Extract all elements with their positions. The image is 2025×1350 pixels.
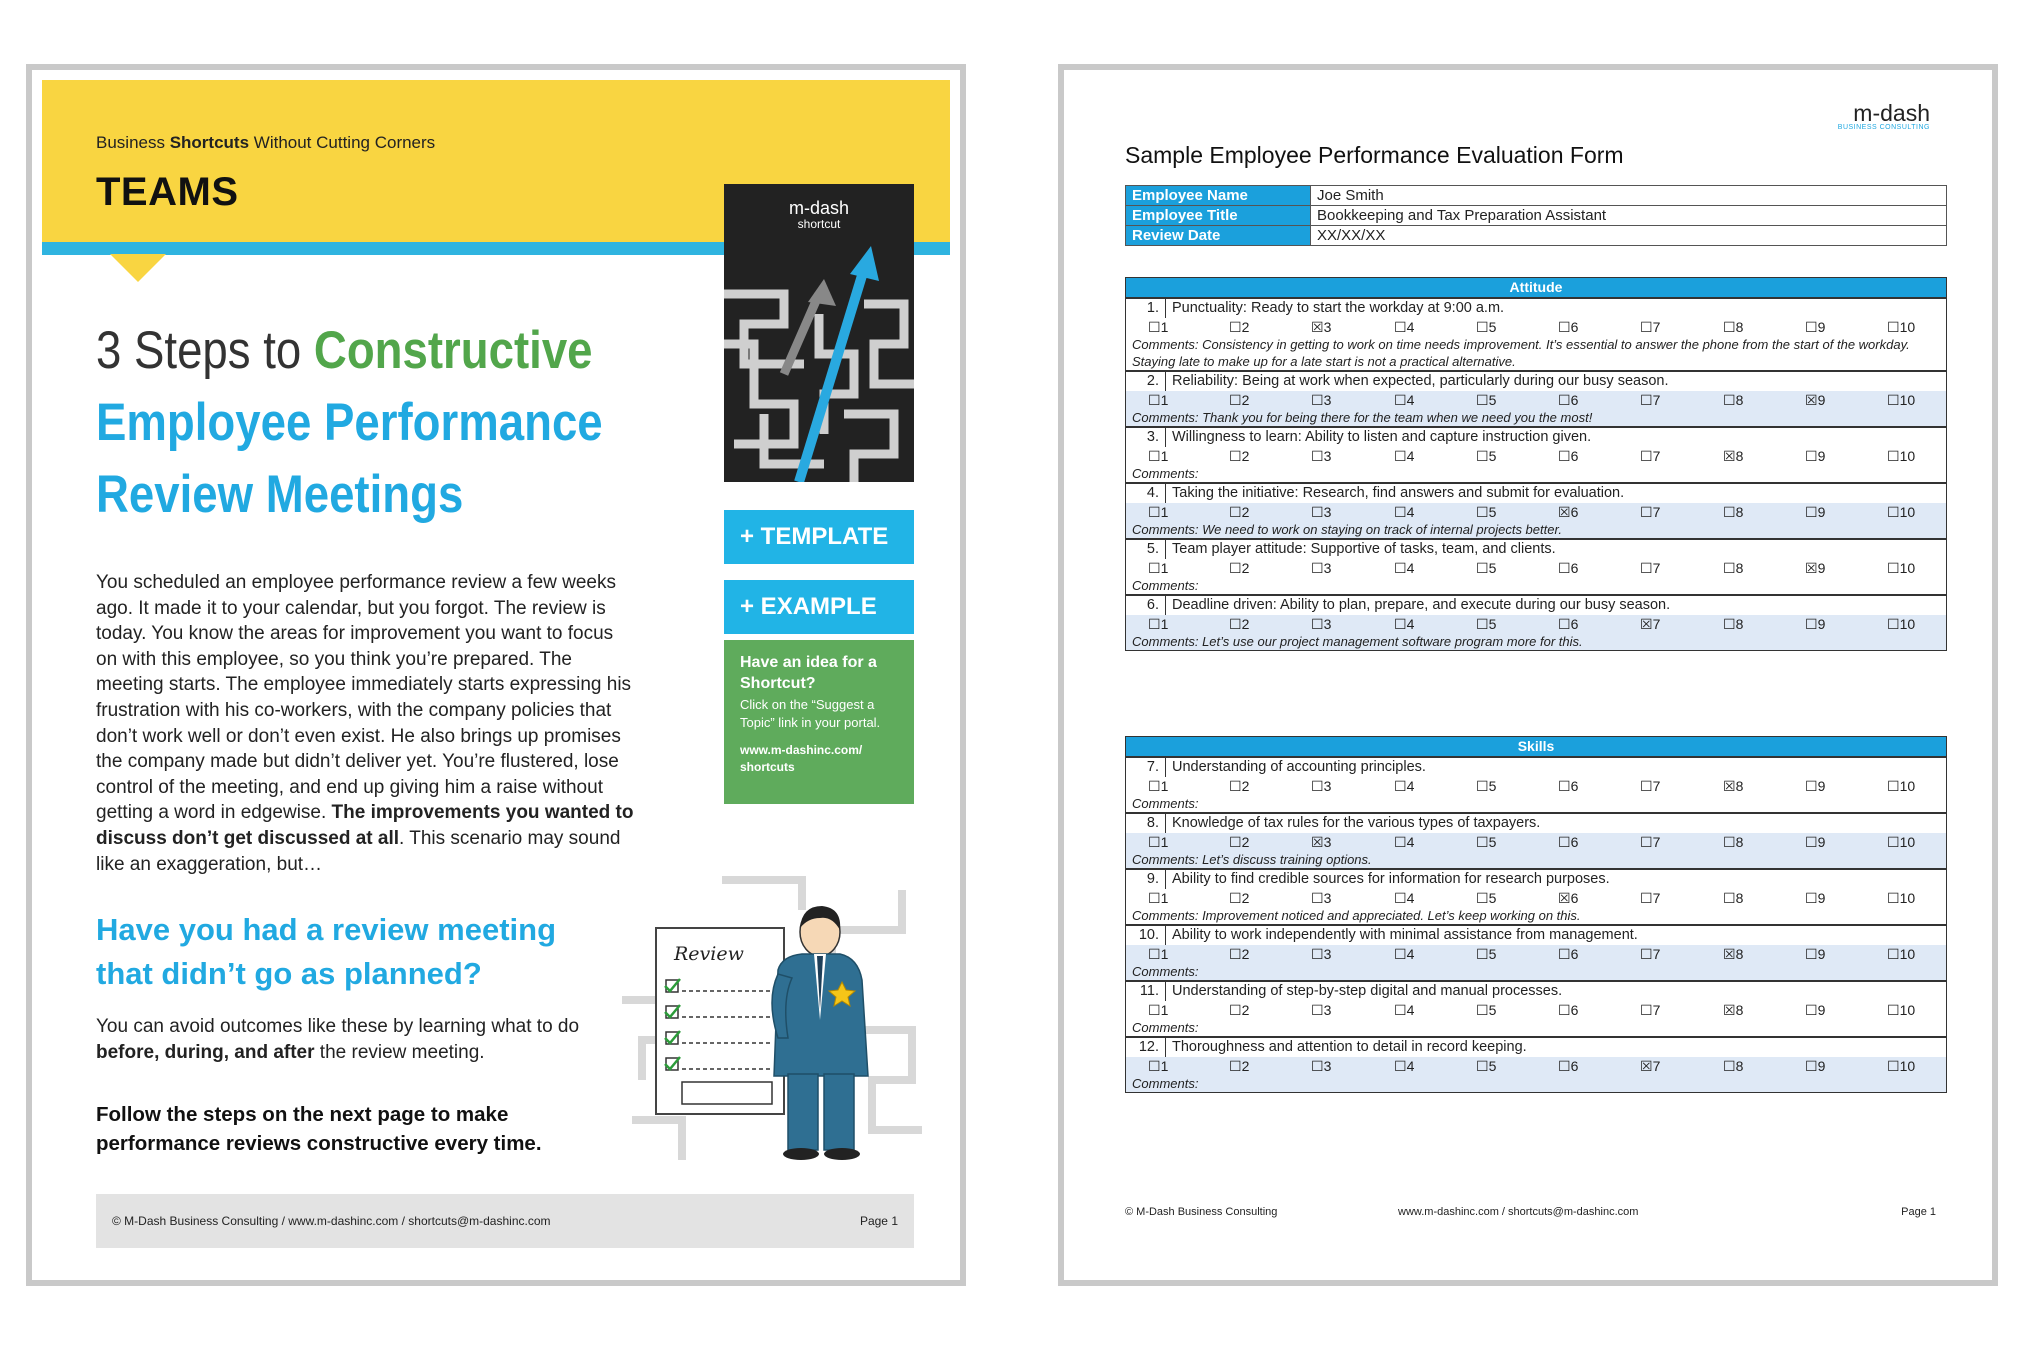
score-checkbox[interactable]: ☐4 bbox=[1394, 319, 1415, 335]
score-checkbox[interactable]: ☐6 bbox=[1558, 560, 1579, 576]
score-checkbox[interactable]: ☐3 bbox=[1311, 778, 1332, 794]
employee-info-table: Employee Name Joe Smith Employee Title Bookkeeping and Tax Preparation Assistant Review Date XX/XX/XX bbox=[1125, 185, 1947, 246]
example-button[interactable]: + EXAMPLE bbox=[724, 580, 914, 634]
score-checkbox[interactable]: ☐1 bbox=[1148, 319, 1169, 335]
maze-image bbox=[724, 184, 914, 482]
comment: Comments: Consistency in getting to work on time needs improvement. It’s essential to answer the phone from the start of the workday. Staying late to make up for a late start is not a practical alternative. bbox=[1126, 336, 1946, 370]
score-row bbox=[1126, 833, 1946, 851]
score-checkbox[interactable]: ☐6 bbox=[1558, 778, 1579, 794]
score-checkbox[interactable]: ☐4 bbox=[1394, 1058, 1415, 1074]
score-checkbox[interactable]: ☐8 bbox=[1723, 890, 1744, 906]
criterion bbox=[1126, 814, 1946, 833]
score-checkbox[interactable]: ☐7 bbox=[1640, 504, 1661, 520]
section-attitude bbox=[1125, 277, 1947, 651]
evaluation-item bbox=[1126, 538, 1946, 594]
score-checkbox[interactable]: ☐2 bbox=[1229, 504, 1250, 520]
header-pointer bbox=[110, 254, 166, 282]
form-title: Sample Employee Performance Evaluation Form bbox=[1125, 142, 1624, 168]
score-checkbox[interactable]: ☐1 bbox=[1148, 392, 1169, 408]
comment: Comments: bbox=[1126, 577, 1946, 594]
criterion bbox=[1126, 758, 1946, 777]
criterion-text: Thoroughness and attention to detail in record keeping. bbox=[1172, 1039, 1527, 1055]
score-checkbox[interactable]: ☐7 bbox=[1640, 1002, 1661, 1018]
score-checkbox[interactable]: ☐10 bbox=[1887, 319, 1916, 335]
shortcuts-link[interactable]: www.m-dashinc.com/ shortcuts bbox=[740, 743, 863, 774]
criterion-number: 6. bbox=[1126, 596, 1166, 615]
comment: Comments: bbox=[1126, 963, 1946, 980]
score-checkbox[interactable]: ☐10 bbox=[1887, 392, 1916, 408]
score-checkbox[interactable]: ☐3 bbox=[1311, 1002, 1332, 1018]
score-checkbox[interactable]: ☐4 bbox=[1394, 616, 1415, 632]
score-row bbox=[1126, 777, 1946, 795]
footer-center: www.m-dashinc.com / shortcuts@m-dashinc.com bbox=[1398, 1206, 1639, 1218]
comment: Comments: bbox=[1126, 795, 1946, 812]
criterion-number: 12. bbox=[1126, 1038, 1166, 1057]
score-checkbox[interactable]: ☐7 bbox=[1640, 778, 1661, 794]
score-checkbox[interactable]: ☐8 bbox=[1723, 834, 1744, 850]
category-label: TEAMS bbox=[96, 170, 239, 214]
score-checkbox[interactable]: ☐2 bbox=[1229, 1002, 1250, 1018]
evaluation-item bbox=[1126, 297, 1946, 370]
evaluation-item bbox=[1126, 868, 1946, 924]
criterion bbox=[1126, 982, 1946, 1001]
score-checkbox[interactable]: ☐2 bbox=[1229, 778, 1250, 794]
score-checkbox[interactable]: ☐5 bbox=[1476, 448, 1497, 464]
criterion-text: Taking the initiative: Research, find answers and submit for evaluation. bbox=[1172, 485, 1625, 501]
score-checkbox[interactable]: ☐2 bbox=[1229, 319, 1250, 335]
score-checkbox[interactable]: ☐8 bbox=[1723, 1058, 1744, 1074]
score-checkbox[interactable]: ☐4 bbox=[1394, 560, 1415, 576]
score-checkbox[interactable]: ☐3 bbox=[1311, 616, 1332, 632]
score-checkbox[interactable]: ☒9 bbox=[1805, 560, 1826, 576]
criterion-text: Ability to find credible sources for information for research purposes. bbox=[1172, 871, 1610, 887]
score-checkbox[interactable]: ☒9 bbox=[1805, 392, 1826, 408]
criterion-number: 7. bbox=[1126, 758, 1166, 777]
score-checkbox[interactable]: ☐5 bbox=[1476, 946, 1497, 962]
score-checkbox[interactable]: ☐4 bbox=[1394, 448, 1415, 464]
score-checkbox[interactable]: ☐2 bbox=[1229, 392, 1250, 408]
score-row bbox=[1126, 945, 1946, 963]
criterion-number: 10. bbox=[1126, 926, 1166, 945]
footer-page: Page 1 bbox=[1901, 1206, 1936, 1218]
score-checkbox[interactable]: ☐8 bbox=[1723, 616, 1744, 632]
page-footer: © M-Dash Business Consulting / www.m-dashinc.com / shortcuts@m-dashinc.com Page 1 bbox=[96, 1194, 914, 1248]
criterion bbox=[1126, 372, 1946, 391]
criterion-text: Understanding of step-by-step digital and manual processes. bbox=[1172, 983, 1563, 999]
score-checkbox[interactable]: ☒6 bbox=[1558, 890, 1579, 906]
score-checkbox[interactable]: ☒8 bbox=[1723, 1002, 1744, 1018]
score-checkbox[interactable]: ☐1 bbox=[1148, 448, 1169, 464]
evaluation-item bbox=[1126, 482, 1946, 538]
score-checkbox[interactable]: ☒6 bbox=[1558, 504, 1579, 520]
score-checkbox[interactable]: ☐8 bbox=[1723, 504, 1744, 520]
score-checkbox[interactable]: ☐9 bbox=[1805, 890, 1826, 906]
score-checkbox[interactable]: ☐4 bbox=[1394, 392, 1415, 408]
score-checkbox[interactable]: ☐4 bbox=[1394, 834, 1415, 850]
score-checkbox[interactable]: ☐4 bbox=[1394, 778, 1415, 794]
shortcut-page bbox=[26, 64, 966, 1286]
criterion-text: Reliability: Being at work when expected, particularly during our busy season. bbox=[1172, 373, 1669, 389]
section-header: Skills bbox=[1126, 737, 1946, 756]
score-checkbox[interactable]: ☐5 bbox=[1476, 1058, 1497, 1074]
score-checkbox[interactable]: ☐9 bbox=[1805, 504, 1826, 520]
footer-left: © M-Dash Business Consulting bbox=[1125, 1206, 1278, 1218]
criterion-number: 5. bbox=[1126, 540, 1166, 559]
score-checkbox[interactable]: ☐2 bbox=[1229, 1058, 1250, 1074]
score-checkbox[interactable]: ☐5 bbox=[1476, 778, 1497, 794]
score-row bbox=[1126, 615, 1946, 633]
score-checkbox[interactable]: ☐2 bbox=[1229, 890, 1250, 906]
score-checkbox[interactable]: ☐2 bbox=[1229, 946, 1250, 962]
criterion-number: 11. bbox=[1126, 982, 1166, 1001]
score-checkbox[interactable]: ☐6 bbox=[1558, 616, 1579, 632]
score-checkbox[interactable]: ☐10 bbox=[1887, 560, 1916, 576]
criterion bbox=[1126, 870, 1946, 889]
svg-text:Review: Review bbox=[674, 943, 744, 965]
comment: Comments: We need to work on staying on track of internal projects better. bbox=[1126, 521, 1946, 538]
evaluation-item bbox=[1126, 756, 1946, 812]
criterion-number: 4. bbox=[1126, 484, 1166, 503]
score-checkbox[interactable]: ☒7 bbox=[1640, 1058, 1661, 1074]
score-checkbox[interactable]: ☐1 bbox=[1148, 616, 1169, 632]
score-checkbox[interactable]: ☐4 bbox=[1394, 890, 1415, 906]
score-checkbox[interactable]: ☐9 bbox=[1805, 319, 1826, 335]
score-checkbox[interactable]: ☐10 bbox=[1887, 946, 1916, 962]
employee-name-value[interactable]: Joe Smith bbox=[1311, 186, 1947, 206]
evaluation-item bbox=[1126, 924, 1946, 980]
criterion bbox=[1126, 428, 1946, 447]
comment: Comments: bbox=[1126, 465, 1946, 482]
score-checkbox[interactable]: ☐3 bbox=[1311, 392, 1332, 408]
evaluation-item bbox=[1126, 370, 1946, 426]
score-checkbox[interactable]: ☐7 bbox=[1640, 448, 1661, 464]
score-checkbox[interactable]: ☐2 bbox=[1229, 560, 1250, 576]
score-checkbox[interactable]: ☐7 bbox=[1640, 319, 1661, 335]
score-checkbox[interactable]: ☐1 bbox=[1148, 834, 1169, 850]
evaluation-item bbox=[1126, 980, 1946, 1036]
score-checkbox[interactable]: ☐3 bbox=[1311, 560, 1332, 576]
criterion bbox=[1126, 1038, 1946, 1057]
employee-title-value[interactable]: Bookkeeping and Tax Preparation Assistant bbox=[1311, 206, 1947, 226]
maze-arrow-graphic bbox=[724, 184, 914, 482]
criterion bbox=[1126, 540, 1946, 559]
score-checkbox[interactable]: ☐8 bbox=[1723, 319, 1744, 335]
score-checkbox[interactable]: ☐5 bbox=[1476, 1002, 1497, 1018]
comment: Comments: bbox=[1126, 1075, 1946, 1092]
score-checkbox[interactable]: ☐9 bbox=[1805, 778, 1826, 794]
evaluation-form-page bbox=[1058, 64, 1998, 1286]
score-checkbox[interactable]: ☐6 bbox=[1558, 946, 1579, 962]
score-checkbox[interactable]: ☐5 bbox=[1476, 392, 1497, 408]
score-checkbox[interactable]: ☐9 bbox=[1805, 946, 1826, 962]
mdash-logo: m-dash BUSINESS CONSULTING bbox=[1837, 100, 1930, 131]
score-row bbox=[1126, 1057, 1946, 1075]
score-checkbox[interactable]: ☐3 bbox=[1311, 946, 1332, 962]
criterion bbox=[1126, 926, 1946, 945]
score-checkbox[interactable]: ☐3 bbox=[1311, 448, 1332, 464]
score-checkbox[interactable]: ☐7 bbox=[1640, 560, 1661, 576]
template-button[interactable]: + TEMPLATE bbox=[724, 510, 914, 564]
score-checkbox[interactable]: ☐2 bbox=[1229, 616, 1250, 632]
score-checkbox[interactable]: ☐6 bbox=[1558, 319, 1579, 335]
score-checkbox[interactable]: ☐10 bbox=[1887, 778, 1916, 794]
score-checkbox[interactable]: ☐1 bbox=[1148, 946, 1169, 962]
score-checkbox[interactable]: ☐2 bbox=[1229, 834, 1250, 850]
score-checkbox[interactable]: ☐1 bbox=[1148, 1002, 1169, 1018]
score-checkbox[interactable]: ☒8 bbox=[1723, 778, 1744, 794]
criterion-number: 9. bbox=[1126, 870, 1166, 889]
score-checkbox[interactable]: ☐9 bbox=[1805, 834, 1826, 850]
score-checkbox[interactable]: ☐1 bbox=[1148, 504, 1169, 520]
score-row bbox=[1126, 1001, 1946, 1019]
score-checkbox[interactable]: ☐10 bbox=[1887, 448, 1916, 464]
comment: Comments: Let’s discuss training options. bbox=[1126, 851, 1946, 868]
score-row bbox=[1126, 318, 1946, 336]
evaluation-item bbox=[1126, 1036, 1946, 1092]
comment: Comments: bbox=[1126, 1019, 1946, 1036]
score-checkbox[interactable]: ☐5 bbox=[1476, 504, 1497, 520]
comment: Comments: Let’s use our project management software program more for this. bbox=[1126, 633, 1946, 650]
score-checkbox[interactable]: ☐10 bbox=[1887, 834, 1916, 850]
score-checkbox[interactable]: ☐7 bbox=[1640, 946, 1661, 962]
criterion-text: Willingness to learn: Ability to listen and capture instruction given. bbox=[1172, 429, 1592, 445]
score-checkbox[interactable]: ☒8 bbox=[1723, 448, 1744, 464]
score-checkbox[interactable]: ☒3 bbox=[1311, 319, 1332, 335]
score-checkbox[interactable]: ☐3 bbox=[1311, 1058, 1332, 1074]
score-checkbox[interactable]: ☐4 bbox=[1394, 946, 1415, 962]
comment: Comments: Improvement noticed and appreciated. Let’s keep working on this. bbox=[1126, 907, 1946, 924]
score-checkbox[interactable]: ☐6 bbox=[1558, 392, 1579, 408]
score-checkbox[interactable]: ☐5 bbox=[1476, 319, 1497, 335]
score-checkbox[interactable]: ☐4 bbox=[1394, 1002, 1415, 1018]
score-row bbox=[1126, 889, 1946, 907]
score-checkbox[interactable]: ☐10 bbox=[1887, 890, 1916, 906]
comment: Comments: Thank you for being there for the team when we need you the most! bbox=[1126, 409, 1946, 426]
evaluation-item bbox=[1126, 426, 1946, 482]
score-checkbox[interactable]: ☐9 bbox=[1805, 1002, 1826, 1018]
criterion-number: 1. bbox=[1126, 299, 1166, 318]
criterion-text: Understanding of accounting principles. bbox=[1172, 759, 1426, 775]
criterion-text: Deadline driven: Ability to plan, prepare, and execute during our busy season. bbox=[1172, 597, 1671, 613]
score-checkbox[interactable]: ☐9 bbox=[1805, 448, 1826, 464]
score-checkbox[interactable]: ☐1 bbox=[1148, 1058, 1169, 1074]
score-checkbox[interactable]: ☐10 bbox=[1887, 616, 1916, 632]
criterion-text: Ability to work independently with minimal assistance from management. bbox=[1172, 927, 1638, 943]
score-checkbox[interactable]: ☐10 bbox=[1887, 1002, 1916, 1018]
page-title: 3 Steps to Constructive Employee Performance Review Meetings bbox=[96, 321, 603, 524]
section-skills bbox=[1125, 736, 1947, 1093]
score-checkbox[interactable]: ☒3 bbox=[1311, 834, 1332, 850]
criterion-text: Punctuality: Ready to start the workday at 9:00 a.m. bbox=[1172, 300, 1505, 316]
score-checkbox[interactable]: ☐1 bbox=[1148, 778, 1169, 794]
score-checkbox[interactable]: ☐8 bbox=[1723, 392, 1744, 408]
score-checkbox[interactable]: ☐3 bbox=[1311, 890, 1332, 906]
score-checkbox[interactable]: ☐9 bbox=[1805, 616, 1826, 632]
follow-steps-paragraph: Follow the steps on the next page to make performance reviews constructive every time. bbox=[96, 1103, 542, 1155]
criterion-text: Team player attitude: Supportive of tasks, team, and clients. bbox=[1172, 541, 1556, 557]
score-checkbox[interactable]: ☒7 bbox=[1640, 616, 1661, 632]
suggest-topic-box: Have an idea for a Shortcut? Click on the “Suggest a Topic” link in your portal. www.m-dashinc.com/ shortcuts bbox=[724, 640, 914, 804]
review-date-value[interactable]: XX/XX/XX bbox=[1311, 226, 1947, 246]
score-checkbox[interactable]: ☐6 bbox=[1558, 1058, 1579, 1074]
criterion-text: Knowledge of tax rules for the various types of taxpayers. bbox=[1172, 815, 1541, 831]
criterion bbox=[1126, 484, 1946, 503]
score-checkbox[interactable]: ☐3 bbox=[1311, 504, 1332, 520]
criterion-number: 3. bbox=[1126, 428, 1166, 447]
score-checkbox[interactable]: ☐4 bbox=[1394, 504, 1415, 520]
criterion-number: 2. bbox=[1126, 372, 1166, 391]
score-checkbox[interactable]: ☒8 bbox=[1723, 946, 1744, 962]
criterion bbox=[1126, 299, 1946, 318]
section-header: Attitude bbox=[1126, 278, 1946, 297]
score-checkbox[interactable]: ☐5 bbox=[1476, 890, 1497, 906]
score-checkbox[interactable]: ☐10 bbox=[1887, 1058, 1916, 1074]
score-row bbox=[1126, 503, 1946, 521]
score-checkbox[interactable]: ☐10 bbox=[1887, 504, 1916, 520]
intro-paragraph: You scheduled an employee performance review a few weeks ago. It made it to your calendar, but you forgot. The review is today. You know the areas for improvement you want to focus on with this employee, so you think you’re prepared. The meeting starts. The employee immediately starts expressing his frustration with his co-workers, with the company policies that don’t work well or don’t even exist. He also brings up promises the company made but didn’t deliver yet. You’re flustered, lose control of the meeting, and end up giving him a raise without getting a word in edgewise. The improvements you wanted to discuss don’t get discussed at all. This scenario may sound like an exaggeration, but… bbox=[96, 572, 634, 875]
score-checkbox[interactable]: ☐7 bbox=[1640, 890, 1661, 906]
score-checkbox[interactable]: ☐2 bbox=[1229, 448, 1250, 464]
score-checkbox[interactable]: ☐6 bbox=[1558, 448, 1579, 464]
score-row bbox=[1126, 391, 1946, 409]
score-row bbox=[1126, 447, 1946, 465]
criterion bbox=[1126, 596, 1946, 615]
score-checkbox[interactable]: ☐7 bbox=[1640, 834, 1661, 850]
score-checkbox[interactable]: ☐8 bbox=[1723, 560, 1744, 576]
criterion-number: 8. bbox=[1126, 814, 1166, 833]
review-illustration bbox=[602, 870, 924, 1170]
subheading: Have you had a review meeting that didn’t go as planned? bbox=[96, 912, 557, 991]
tagline: Business Shortcuts Without Cutting Corners bbox=[96, 133, 436, 152]
score-checkbox[interactable]: ☐7 bbox=[1640, 392, 1661, 408]
evaluation-item bbox=[1126, 594, 1946, 650]
score-checkbox[interactable]: ☐9 bbox=[1805, 1058, 1826, 1074]
evaluation-item bbox=[1126, 812, 1946, 868]
mdash-logo: m-dash shortcut bbox=[788, 198, 850, 231]
score-checkbox[interactable]: ☐6 bbox=[1558, 1002, 1579, 1018]
score-checkbox[interactable]: ☐1 bbox=[1148, 890, 1169, 906]
score-checkbox[interactable]: ☐5 bbox=[1476, 834, 1497, 850]
score-checkbox[interactable]: ☐1 bbox=[1148, 560, 1169, 576]
score-checkbox[interactable]: ☐5 bbox=[1476, 616, 1497, 632]
score-checkbox[interactable]: ☐5 bbox=[1476, 560, 1497, 576]
score-row bbox=[1126, 559, 1946, 577]
score-checkbox[interactable]: ☐6 bbox=[1558, 834, 1579, 850]
avoid-paragraph: You can avoid outcomes like these by learning what to do before, during, and after the review meeting. bbox=[96, 1016, 580, 1063]
